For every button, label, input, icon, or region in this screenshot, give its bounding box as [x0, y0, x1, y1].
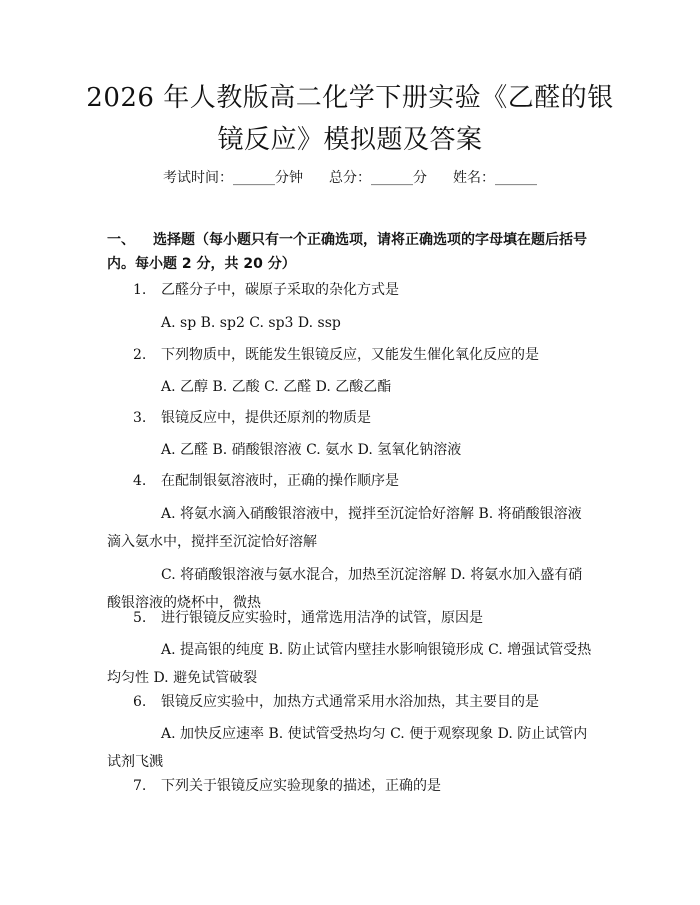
question-stem: 银镜反应中，提供还原剂的物质是	[161, 410, 371, 426]
question-stem: 在配制银氨溶液时，正确的操作顺序是	[161, 473, 399, 489]
time-label: 考试时间：	[163, 170, 233, 186]
question-number: 2.	[133, 347, 147, 363]
section-heading	[107, 228, 607, 276]
page-title-line-2: 镜反应》模拟题及答案	[217, 125, 483, 155]
question-number: 4.	[133, 473, 147, 489]
question-stem: 进行银镜反应实验时，通常选用洁净的试管，原因是	[161, 610, 483, 626]
question-stem: 下列关于银镜反应实验现象的描述，正确的是	[161, 778, 441, 794]
question-options: A. 加快反应速率 B. 使试管受热均匀 C. 便于观察现象 D. 防止试管内试剂飞溅	[107, 726, 588, 770]
question-number: 3.	[133, 410, 147, 426]
question-number: 1.	[133, 282, 147, 298]
page-title-line-1: 2026 年人教版高二化学下册实验《乙醛的银	[86, 83, 614, 113]
question-options: A. 乙醛 B. 硝酸银溶液 C. 氨水 D. 氢氧化钠溶液	[161, 442, 462, 458]
question-options: A. sp B. sp2 C. sp3 D. ssp	[161, 315, 341, 331]
name-label: 姓名：	[453, 170, 495, 186]
question-stem: 银镜反应实验中，加热方式通常采用水浴加热，其主要目的是	[161, 694, 539, 710]
question-number: 7.	[133, 778, 147, 794]
question-stem: 乙醛分子中，碳原子采取的杂化方式是	[161, 282, 399, 298]
question-options: A. 提高银的纯度 B. 防止试管内壁挂水影响银镜形成 C. 增强试管受热均匀性 D. 避免试管破裂	[107, 642, 592, 686]
question-options: A. 将氨水滴入硝酸银溶液中，搅拌至沉淀恰好溶解 B. 将硝酸银溶液滴入氨水中，搅拌至沉淀恰好溶解	[107, 506, 582, 550]
section-heading-text: 选择题（每小题只有一个正确选项，请将正确选项的字母填在题后括号内。每小题 2 分，共 20 分）	[107, 232, 587, 272]
section-number: 一、	[107, 232, 135, 248]
time-blank: ______	[233, 170, 275, 186]
question-number: 5.	[133, 610, 147, 626]
question-options: C. 将硝酸银溶液与氨水混合，加热至沉淀溶解 D. 将氨水加入盛有硝酸银溶液的烧杯中，微热	[107, 567, 583, 611]
exam-meta	[0, 168, 700, 188]
name-blank: ______	[495, 170, 537, 186]
question-number: 6.	[133, 694, 147, 710]
score-unit: 分	[413, 170, 427, 186]
question-options: A. 乙醇 B. 乙酸 C. 乙醛 D. 乙酸乙酯	[161, 379, 392, 395]
score-blank: ______	[371, 170, 413, 186]
score-label: 总分：	[329, 170, 371, 186]
time-unit: 分钟	[275, 170, 303, 186]
question-stem: 下列物质中，既能发生银镜反应，又能发生催化氧化反应的是	[161, 347, 539, 363]
